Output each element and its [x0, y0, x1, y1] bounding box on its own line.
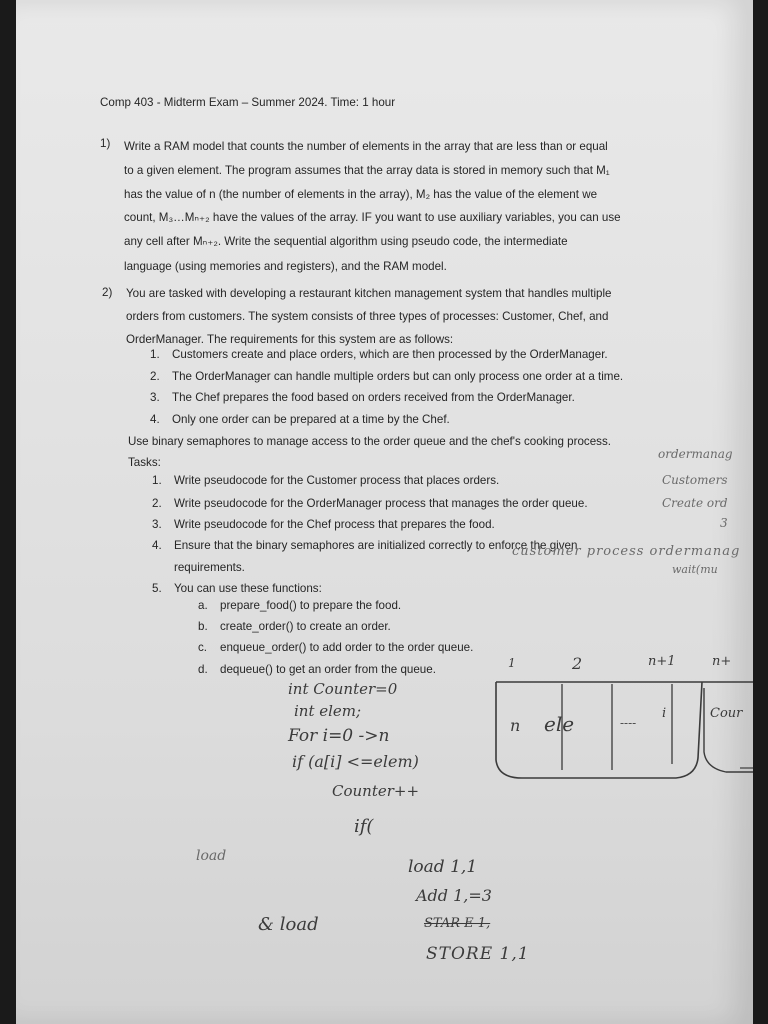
requirement-text: The Chef prepares the food based on orders received from the OrderManager.	[172, 391, 575, 404]
array-cell: Cour	[710, 706, 743, 721]
exam-title: Comp 403 - Midterm Exam – Summer 2024. Time: 1 hour	[100, 96, 396, 109]
task-text: Ensure that the binary semaphores are initialized correctly to enforce the given	[174, 539, 578, 552]
requirement-number: 2.	[150, 370, 160, 383]
q2-number: 2)	[102, 286, 113, 299]
function-letter: b.	[198, 620, 208, 633]
q1-number: 1)	[100, 137, 111, 150]
handwritten-margin-note: Customers	[662, 473, 728, 487]
handwritten-code-line: if (a[i] <=elem)	[292, 752, 419, 771]
q2-intro-line: OrderManager. The requirements for this system are as follows:	[126, 333, 454, 346]
array-cell: ----	[620, 716, 637, 730]
handwritten-margin-note: ordermanag	[658, 447, 733, 461]
task-number: 1.	[152, 474, 162, 487]
array-cell: ele	[544, 712, 575, 736]
array-index-label: 2	[572, 654, 583, 673]
array-cell: i	[662, 706, 667, 721]
handwritten-code-line: For i=0 ->n	[288, 726, 390, 746]
array-cell: n	[510, 716, 521, 735]
requirement-text: Customers create and place orders, which are then processed by the OrderManager.	[172, 348, 608, 361]
task-text: Write pseudocode for the Chef process that prepares the food.	[174, 518, 495, 531]
function-text: enqueue_order() to add order to the order queue.	[220, 641, 474, 654]
function-text: prepare_food() to prepare the food.	[220, 599, 402, 612]
handwritten-load-note: & load	[258, 914, 319, 935]
q1-line: Write a RAM model that counts the number of elements in the array that are less than or equal	[124, 140, 608, 153]
function-text: create_order() to create an order.	[220, 620, 391, 633]
task-number: 2.	[152, 497, 162, 510]
tasks-label: Tasks:	[128, 456, 161, 469]
function-letter: d.	[198, 663, 208, 676]
q2-intro-line: You are tasked with developing a restaurant kitchen management system that handles multiple	[126, 287, 612, 300]
q1-line: any cell after Mₙ₊₂. Write the sequential algorithm using pseudo code, the intermediate	[124, 235, 568, 248]
requirement-number: 1.	[150, 348, 160, 361]
q1-line: to a given element. The program assumes that the array data is stored in memory such that M₁	[124, 164, 610, 177]
function-letter: c.	[198, 641, 208, 654]
q2-intro-line: orders from customers. The system consists of three types of processes: Customer, Chef, and	[126, 310, 609, 323]
q1-line: has the value of n (the number of elements in the array), M₂ has the value of the element we	[124, 188, 598, 201]
handwritten-ram-line: Add 1,=3	[416, 886, 492, 905]
exam-paper	[16, 0, 753, 1024]
q1-line: count, M₃…Mₙ₊₂ have the values of the array. IF you want to use auxiliary variables, you can use	[124, 211, 621, 224]
task-text: You can use these functions:	[174, 582, 322, 595]
task-text: Write pseudocode for the OrderManager process that manages the order queue.	[174, 497, 588, 510]
handwritten-ram-line-crossed: STAR E 1,	[424, 916, 491, 931]
array-index-label: 1	[508, 656, 516, 670]
array-index-label: n+1	[648, 654, 676, 669]
array-index-label: n+	[712, 654, 732, 669]
function-letter: a.	[198, 599, 208, 612]
task-number: 3.	[152, 518, 162, 531]
handwritten-ram-line: load 1,1	[408, 857, 478, 877]
task-text: requirements.	[174, 561, 245, 574]
handwritten-customer-process: customer process ordermanag	[512, 544, 741, 559]
handwritten-code-line: int elem;	[294, 702, 362, 720]
handwritten-code-line: if(	[354, 816, 374, 837]
requirement-text: Only one order can be prepared at a time by the Chef.	[172, 413, 450, 426]
q1-line: language (using memories and registers), and the RAM model.	[124, 260, 447, 273]
handwritten-margin-note: Create ord	[662, 496, 728, 510]
function-text: dequeue() to get an order from the queue.	[220, 663, 436, 676]
requirement-text: The OrderManager can handle multiple orders but can only process one order at a time.	[172, 370, 624, 383]
task-number: 4.	[152, 539, 162, 552]
task-number: 5.	[152, 582, 162, 595]
handwritten-ram-line: STORE 1,1	[426, 944, 530, 964]
handwritten-wait-note: wait(mu	[672, 563, 718, 576]
handwritten-code-line: Counter++	[332, 782, 420, 800]
handwritten-load-note: load	[196, 848, 227, 864]
handwritten-margin-note: 3	[720, 516, 728, 530]
handwritten-code-line: int Counter=0	[288, 680, 398, 698]
semaphore-instruction: Use binary semaphores to manage access to the order queue and the chef's cooking process.	[128, 435, 611, 448]
requirement-number: 4.	[150, 413, 160, 426]
requirement-number: 3.	[150, 391, 160, 404]
task-text: Write pseudocode for the Customer process that places orders.	[174, 474, 500, 487]
